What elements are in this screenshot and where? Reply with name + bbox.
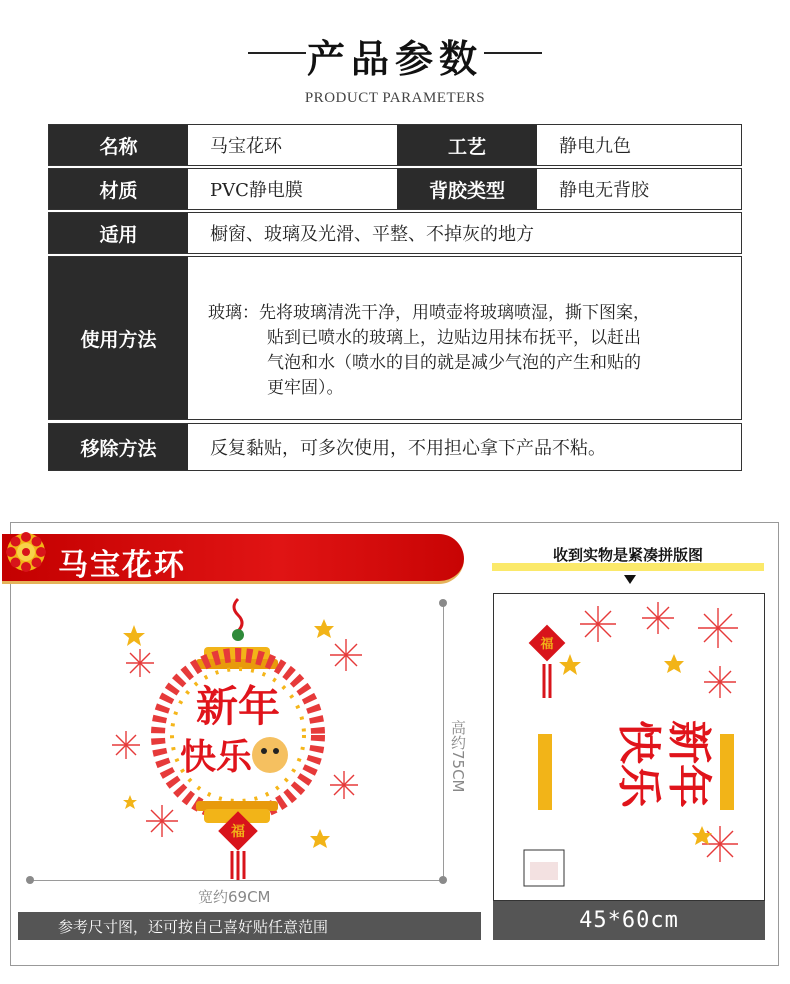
param-row-usage: [48, 256, 742, 420]
height-dimension-line: [443, 603, 444, 880]
sheet-bottom-text: 快乐: [613, 720, 664, 808]
sheet-size-label: 45*60cm: [493, 901, 765, 940]
usage-prefix: 玻璃：: [208, 303, 259, 323]
apply-value: 橱窗、玻璃及光滑、平整、不掉灰的地方: [210, 224, 534, 245]
wreath-bottom-text: 快乐: [179, 737, 253, 778]
usage-label: 使用方法: [49, 257, 188, 419]
flower-icon: [5, 531, 47, 573]
sheet-fu-char: 福: [540, 637, 554, 652]
page-subtitle: PRODUCT PARAMETERS: [304, 90, 486, 106]
wreath-illustration: [100, 595, 380, 885]
height-dimension-dot-top: [439, 599, 447, 607]
param-row-name: [48, 124, 742, 166]
craft-value: 静电九色: [559, 136, 631, 157]
banner-title: 马宝花环: [58, 548, 186, 583]
param-row-material: [48, 168, 742, 210]
usage-text: [208, 301, 743, 401]
material-value: PVC静电膜: [210, 180, 303, 201]
sticker-sheet-illustration: [494, 594, 764, 900]
width-dimension-line: [30, 880, 444, 881]
right-title: 收到实物是紧凑拼版图: [552, 546, 703, 564]
backing-label: 背胶类型: [397, 169, 537, 209]
size-caption: 参考尺寸图，还可按自己喜好贴任意范围: [18, 912, 481, 940]
usage-line-2: 贴到已喷水的玻璃上，边贴边用抹布抚平，以赶出: [267, 328, 641, 348]
sticker-sheet: [493, 593, 765, 901]
width-dimension-dot-right: [439, 876, 447, 884]
page-title: 产品参数: [306, 36, 483, 81]
usage-line-1: 玻璃：先将玻璃清洗干净，用喷壶将玻璃喷湿，撕下图案，: [208, 303, 650, 323]
usage-line-3: 气泡和水（喷水的目的就是减少气泡的产生和贴的: [267, 353, 641, 373]
product-banner: [2, 534, 464, 584]
param-row-apply: [48, 212, 742, 254]
apply-label: 适用: [49, 213, 188, 253]
wreath-fu-char: 福: [231, 824, 245, 840]
removal-value: 反复黏贴，可多次使用，不用担心拿下产品不粘。: [210, 438, 606, 459]
removal-label: 移除方法: [49, 424, 188, 470]
material-label: 材质: [49, 169, 188, 209]
name-value: 马宝花环: [210, 136, 282, 157]
backing-value: 静电无背胶: [559, 180, 649, 201]
wreath-top-text: 新年: [195, 682, 281, 731]
param-row-removal: [48, 423, 742, 471]
arrow-down-icon: [624, 575, 636, 584]
usage-line-4: 更牢固）。: [267, 378, 344, 398]
craft-label: 工艺: [397, 125, 537, 165]
sheet-top-text: 新年: [663, 720, 714, 808]
height-label: 高约75CM: [449, 720, 467, 793]
header: [0, 28, 790, 83]
name-label: 名称: [49, 125, 188, 165]
width-dimension-dot-left: [26, 876, 34, 884]
width-label: 宽约69CM: [198, 888, 271, 906]
